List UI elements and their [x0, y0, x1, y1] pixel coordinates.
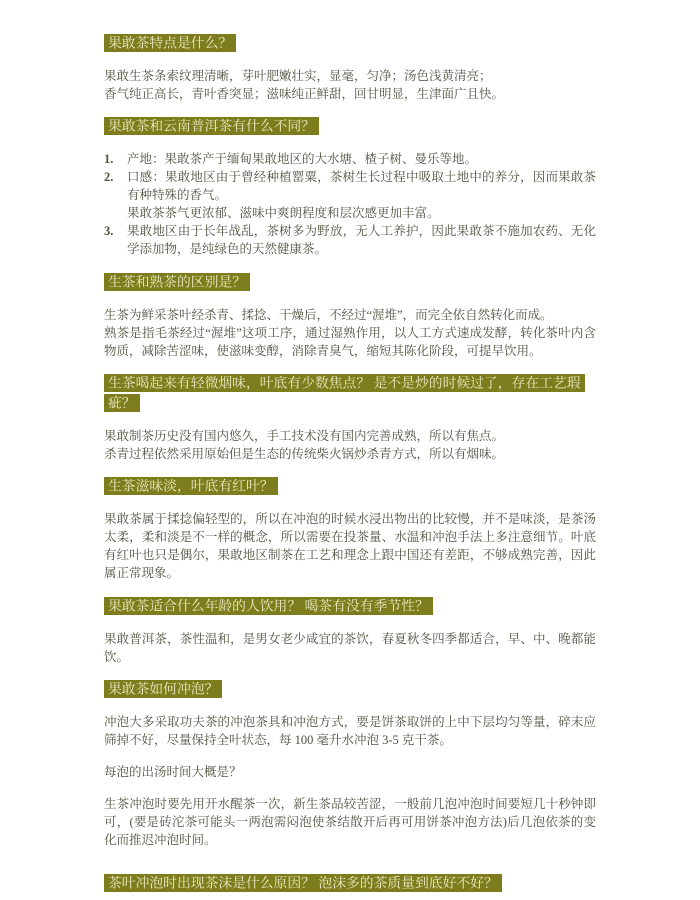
text-line: 口感：果敢地区由于曾经种植罂粟，茶树生长过程中吸取土地中的养分，因而果敢茶有种特殊的香气。	[127, 170, 596, 202]
qa-heading	[104, 33, 596, 53]
qa-heading	[104, 873, 596, 893]
body-paragraph	[104, 427, 596, 463]
qa-heading-text: 生茶喝起来有轻微烟味，叶底有少数焦点？ 是不是炒的时候过了，存在工艺瑕疵？	[104, 374, 585, 412]
document-content	[104, 31, 596, 900]
qa-heading-text: 果敢茶适合什么年龄的人饮用？ 喝茶有没有季节性？	[104, 597, 433, 615]
text-line: 香气纯正高长，青叶香突显；滋味纯正鲜甜，回甘明显，生津面广且快。	[104, 86, 505, 101]
text-line: 生茶冲泡时要先用开水醒茶一次，新生茶品较苦涩，一般前几泡冲泡时间要短几十秒钟即可，(要是砖沱茶可能头一两泡需闷泡使茶结散开后再可用饼茶冲泡方法)后几泡依茶的变化而推迟冲泡时间。	[104, 797, 596, 847]
text-line: 果敢茶茶气更浓郁、滋味中爽朗程度和层次感更加丰富。	[127, 206, 440, 220]
text-line: 每泡的出汤时间大概是？	[104, 765, 242, 779]
body-paragraph	[104, 67, 596, 103]
qa-heading-text: 果敢茶如何冲泡？	[104, 680, 222, 698]
list-item-body	[127, 222, 596, 258]
text-line: 果敢生茶条索纹理清晰，芽叶肥嫩壮实，显毫，匀净；汤色浅黄清亮；	[104, 68, 492, 83]
body-paragraph	[104, 763, 596, 781]
text-line: 杀青过程依然采用原始但是生态的传统柴火锅炒杀青方式，所以有烟味。	[104, 446, 505, 461]
list-item-number: 3.	[104, 224, 114, 238]
qa-heading	[104, 477, 596, 497]
list-item-number: 1.	[104, 152, 114, 166]
numbered-list	[104, 150, 596, 258]
list-item-body	[127, 168, 596, 222]
text-line: 产地：果敢茶产于缅甸果敢地区的大水塘、楂子树、曼乐等地。	[127, 152, 478, 166]
qa-heading	[104, 374, 596, 413]
text-line: 生茶为鲜采茶叶经杀青、揉捻、干燥后，不经过“渥堆”，而完全依自然转化而成。	[104, 307, 553, 322]
body-paragraph	[104, 795, 596, 849]
qa-heading-text: 生茶和熟茶的区别是？	[104, 273, 250, 291]
qa-heading	[104, 272, 596, 292]
text-line: 冲泡大多采取功夫茶的冲泡茶具和冲泡方式，要是饼茶取饼的上中下层均匀等量，碎末应筛掉不好，尽量保持全叶状态，每 100 毫升水冲泡 3-5 克干茶。	[104, 715, 596, 747]
text-line: 果敢普洱茶，茶性温和，是男女老少咸宜的茶饮，春夏秋冬四季都适合，早、中、晚都能饮。	[104, 631, 596, 664]
list-item-number: 2.	[104, 170, 114, 184]
qa-heading-text: 生茶滋味淡，叶底有红叶？	[104, 477, 278, 495]
body-paragraph	[104, 510, 596, 582]
list-item	[104, 222, 596, 258]
text-line: 果敢地区由于长年战乱，茶树多为野放，无人工养护，因此果敢茶不施加农药、无化学添加物，是纯绿色的天然健康茶。	[127, 224, 596, 256]
qa-heading	[104, 117, 596, 137]
qa-heading-text: 果敢茶和云南普洱茶有什么不同？	[104, 117, 319, 135]
text-line: 熟茶是指毛茶经过“渥堆”这项工序，通过湿熟作用，以人工方式速成发酵，转化茶叶内含物质，减除苦涩味，使滋味变醇，消除青臭气，缩短其陈化阶段，可提早饮用。	[104, 325, 596, 358]
body-paragraph	[104, 306, 596, 360]
qa-heading-text: 茶叶冲泡时出现茶沫是什么原因？ 泡沫多的茶质量到底好不好？	[104, 874, 502, 892]
qa-heading-text: 果敢茶特点是什么？	[104, 34, 236, 52]
qa-heading	[104, 596, 596, 616]
list-item-body	[127, 150, 596, 168]
qa-heading	[104, 680, 596, 700]
body-paragraph	[104, 713, 596, 749]
text-line: 果敢制茶历史没有国内悠久，手工技术没有国内完善成熟，所以有焦点。	[104, 428, 505, 443]
body-paragraph	[104, 630, 596, 666]
list-item	[104, 150, 596, 168]
list-item	[104, 168, 596, 222]
text-line: 果敢茶属于揉捻偏轻型的，所以在冲泡的时候水浸出物出的比较慢，并不是味淡，是茶汤太柔，柔和淡是不一样的概念，所以需要在投茶量、水温和冲泡手法上多注意细节。叶底有红叶也只是偶尔，果敢地区制茶在工艺和理念上跟中国还有差距，不够成熟完善，因此属正常现象。	[104, 512, 596, 580]
